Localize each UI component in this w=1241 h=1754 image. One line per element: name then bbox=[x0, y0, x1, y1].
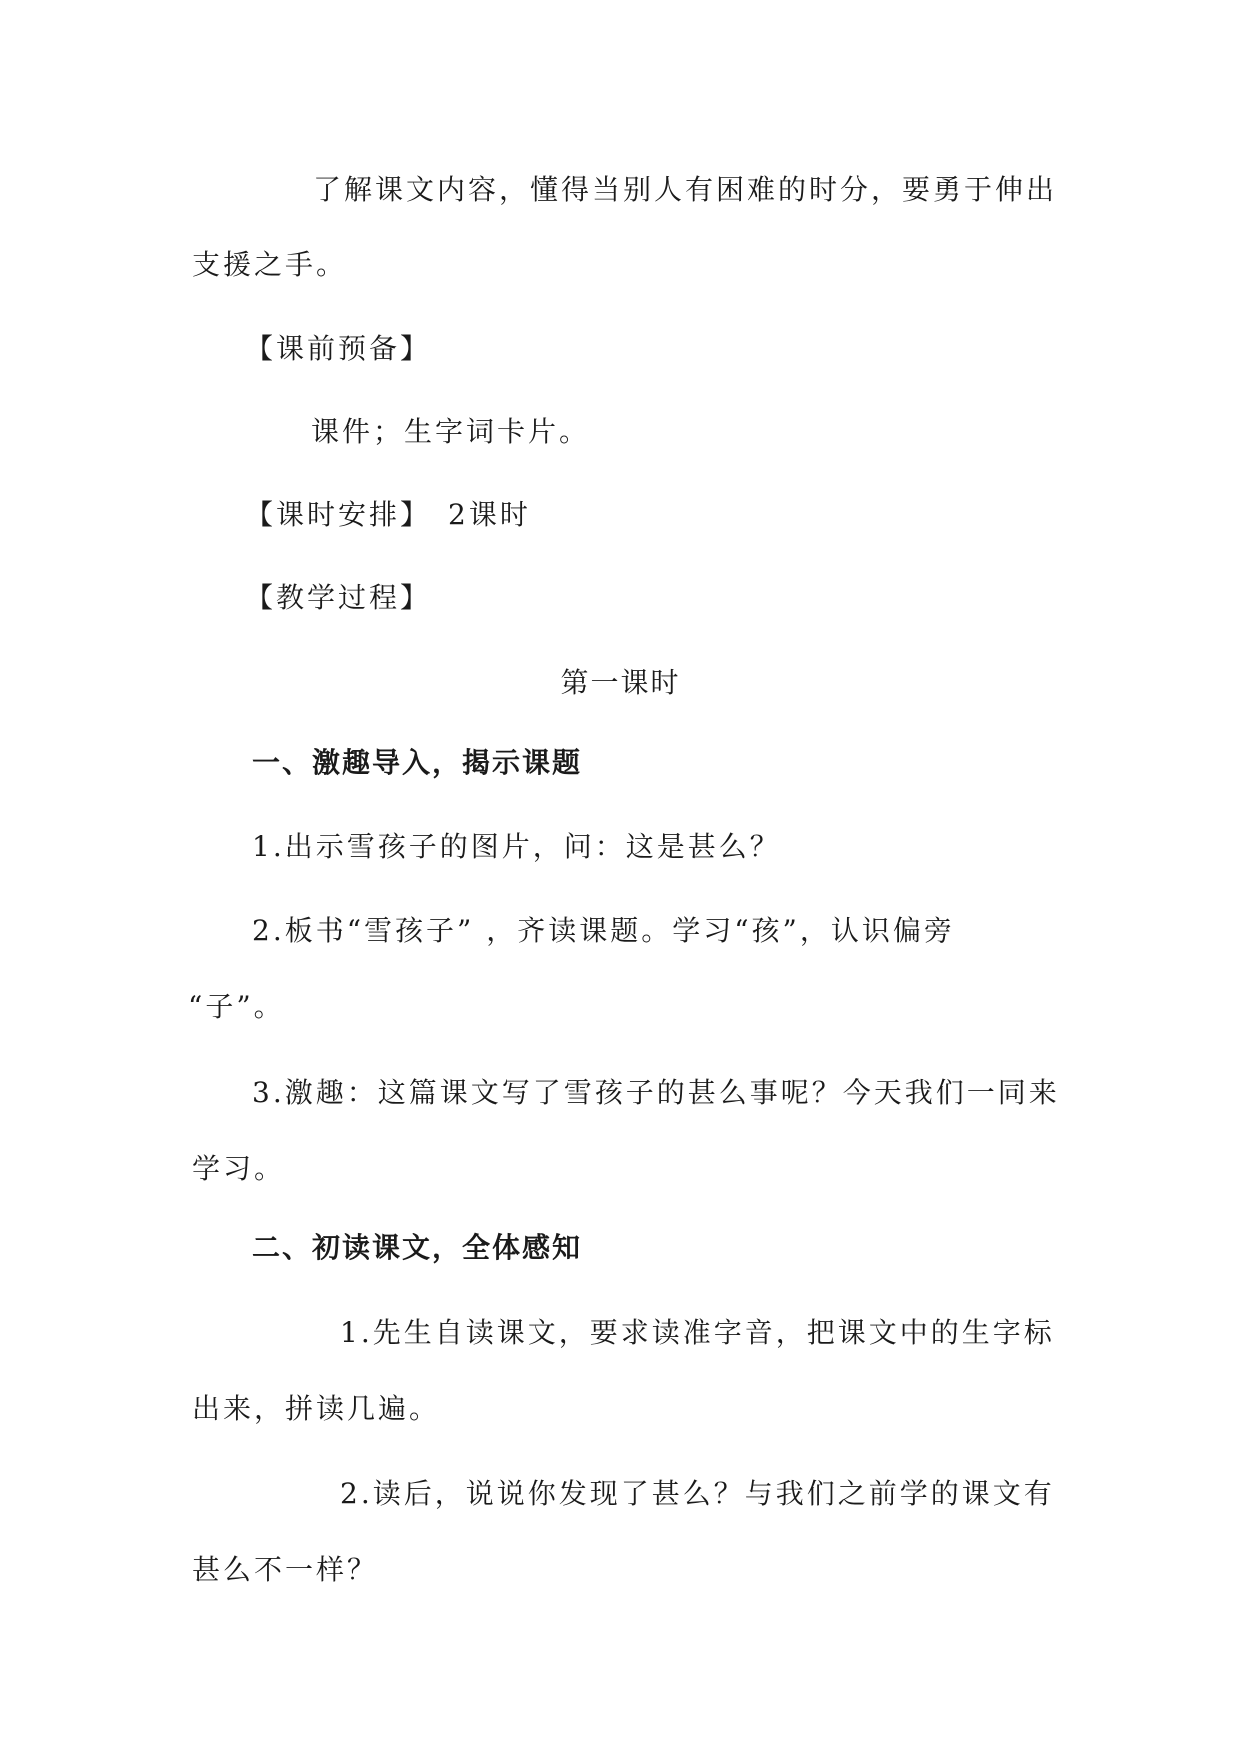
paragraph-line: 支援之手。 bbox=[192, 248, 348, 281]
list-item: 1.先生自读课文，要求读准字音，把课文中的生字标 bbox=[340, 1316, 1055, 1349]
step-heading: 二、初读课文，全体感知 bbox=[252, 1231, 583, 1264]
paragraph-line: 课件；生字词卡片。 bbox=[311, 415, 591, 448]
paragraph-line: 甚么不一样？ bbox=[192, 1553, 379, 1586]
paragraph-line: “子”。 bbox=[188, 990, 285, 1023]
list-item: 2.读后，说说你发现了甚么？与我们之前学的课文有 bbox=[340, 1477, 1055, 1510]
paragraph-line: 了解课文内容，懂得当别人有困难的时分，要勇于伸出 bbox=[313, 173, 1058, 206]
paragraph-line: 学习。 bbox=[192, 1152, 286, 1185]
section-heading: 【教学过程】 bbox=[245, 581, 432, 614]
section-heading: 【课时安排】 2课时 bbox=[245, 498, 531, 531]
step-heading: 一、激趣导入，揭示课题 bbox=[252, 746, 583, 779]
list-item: 2.板书“雪孩子” ，齐读课题。学习“孩”，认识偏旁 bbox=[252, 914, 955, 947]
section-heading: 【课前预备】 bbox=[245, 332, 432, 365]
list-item: 1.出示雪孩子的图片，问：这是甚么？ bbox=[252, 830, 781, 863]
list-item: 3.激趣：这篇课文写了雪孩子的甚么事呢？今天我们一同来 bbox=[252, 1076, 1060, 1109]
lesson-title: 第一课时 bbox=[560, 666, 681, 699]
paragraph-line: 出来，拼读几遍。 bbox=[192, 1392, 441, 1425]
